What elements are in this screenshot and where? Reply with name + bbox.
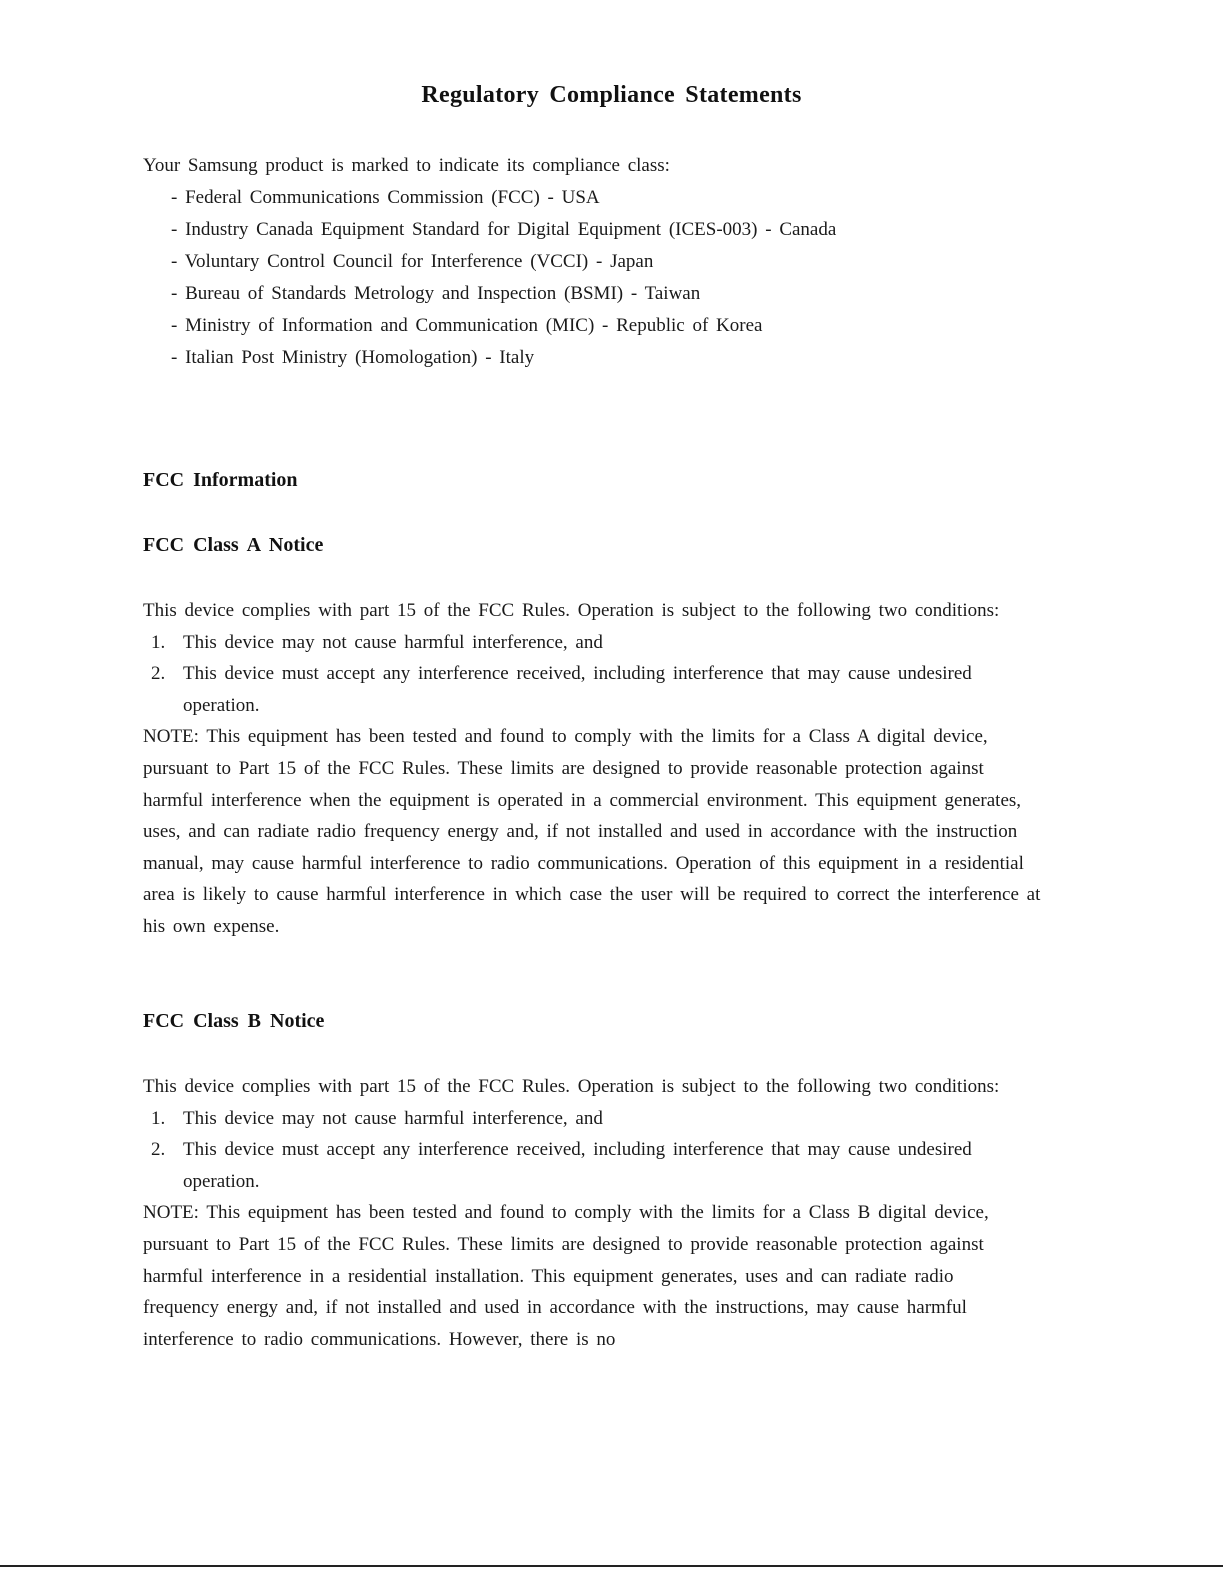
- class-b-conditions: [143, 1103, 1048, 1198]
- class-b-lead: This device complies with part 15 of the FCC Rules. Operation is subject to the following two conditions:: [143, 1076, 1000, 1097]
- fcc-class-b-heading: FCC Class B Notice: [143, 1010, 325, 1032]
- list-item: - Industry Canada Equipment Standard for Digital Equipment (ICES-003) - Canada: [171, 219, 837, 240]
- class-a-conditions: [143, 627, 1048, 722]
- condition-item: [143, 658, 1003, 721]
- condition-text: This device must accept any interference received, including interference that may cause undesired operation.: [183, 1139, 972, 1192]
- class-b-note: NOTE: This equipment has been tested and found to comply with the limits for a Class B digital device, pursuant to Part 15 of the FCC Rules. These limits are designed to provide reasonable protection against harmful interference in a residential installation. This equipment generates, uses and can radiate radio frequency energy and, if not installed and used in accordance with the instructions, may cause harmful interference to radio communications. However, there is no: [143, 1202, 989, 1350]
- condition-text: This device may not cause harmful interference, and: [183, 631, 603, 653]
- condition-number: 1.: [151, 631, 166, 653]
- fcc-information-heading: FCC Information: [143, 469, 298, 491]
- condition-number: 1.: [151, 1107, 166, 1129]
- list-item: - Bureau of Standards Metrology and Inspection (BSMI) - Taiwan: [171, 283, 701, 304]
- list-item: - Federal Communications Commission (FCC) - USA: [171, 187, 600, 208]
- list-item: - Voluntary Control Council for Interference (VCCI) - Japan: [171, 251, 654, 272]
- condition-item: [143, 627, 1003, 659]
- condition-text: This device may not cause harmful interference, and: [183, 1107, 603, 1129]
- condition-number: 2.: [151, 663, 166, 685]
- page-title: Regulatory Compliance Statements: [421, 82, 802, 108]
- condition-number: 2.: [151, 1139, 166, 1161]
- compliance-intro: [143, 150, 836, 374]
- condition-item: [143, 1103, 1003, 1135]
- class-a-lead: This device complies with part 15 of the FCC Rules. Operation is subject to the following two conditions:: [143, 600, 1000, 621]
- condition-text: This device must accept any interference received, including interference that may cause undesired operation.: [183, 663, 972, 716]
- intro-lead: Your Samsung product is marked to indicate its compliance class:: [143, 155, 670, 176]
- fcc-class-b-notice: [143, 1071, 1048, 1355]
- fcc-class-a-heading: FCC Class A Notice: [143, 534, 324, 556]
- fcc-class-a-notice: [143, 595, 1048, 943]
- compliance-class-list: [143, 182, 836, 374]
- list-item: - Ministry of Information and Communication (MIC) - Republic of Korea: [171, 315, 763, 336]
- list-item: - Italian Post Ministry (Homologation) - Italy: [171, 347, 535, 368]
- page-bottom-divider: [0, 1565, 1223, 1567]
- condition-item: [143, 1134, 1003, 1197]
- class-a-note: NOTE: This equipment has been tested and found to comply with the limits for a Class A digital device, pursuant to Part 15 of the FCC Rules. These limits are designed to provide reasonable protection against harmful interference when the equipment is operated in a commercial environment. This equipment generates, uses, and can radiate radio frequency energy and, if not installed and used in accordance with the instruction manual, may cause harmful interference to radio communications. Operation of this equipment in a residential area is likely to cause harmful interference in which case the user will be required to correct the interference at his own expense.: [143, 726, 1041, 937]
